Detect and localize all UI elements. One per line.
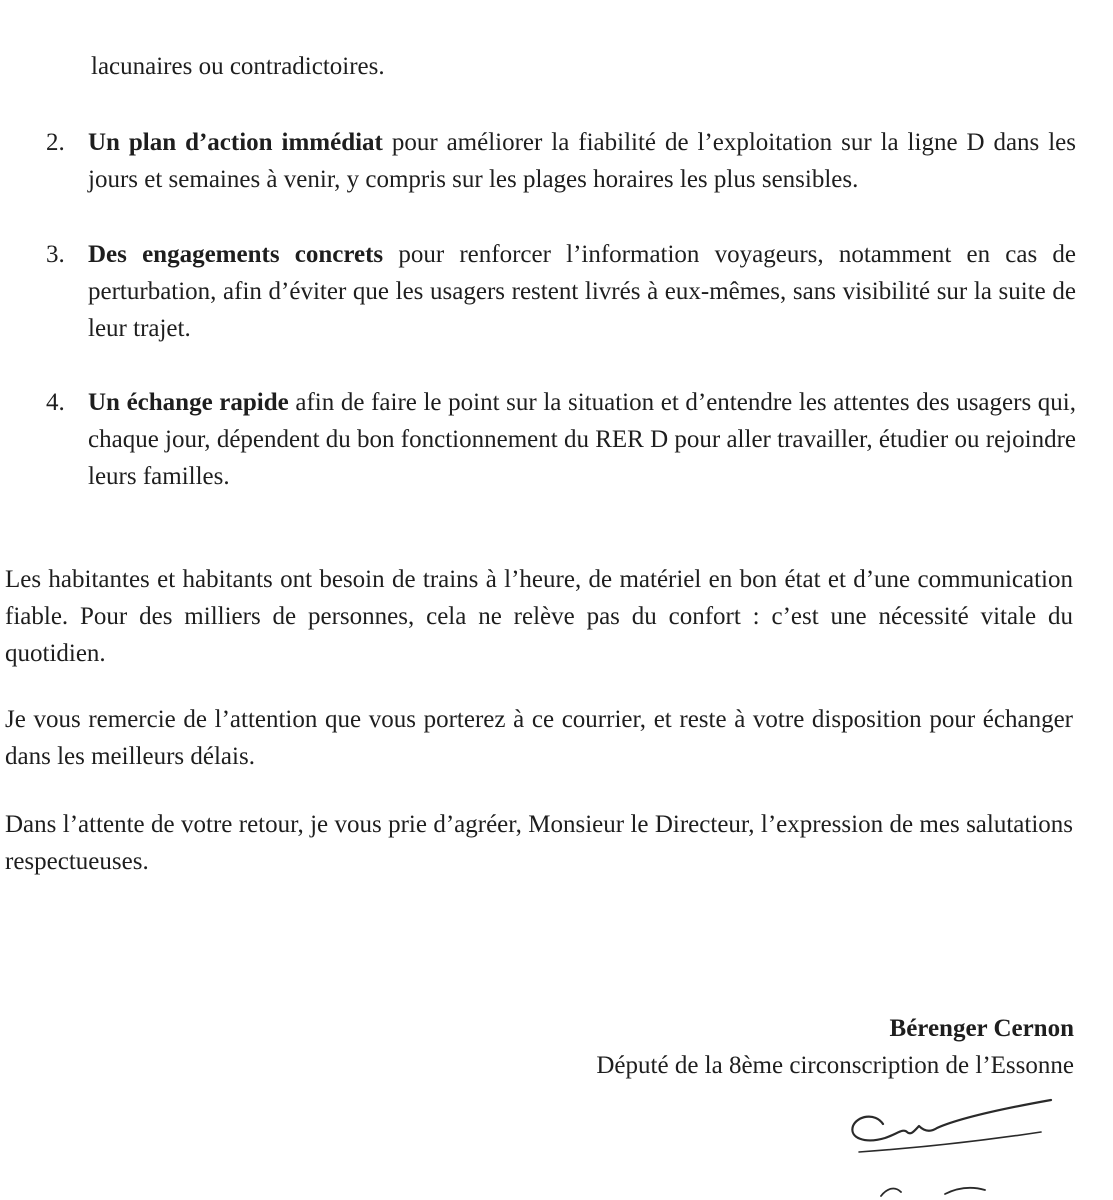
- continuation-line: lacunaires ou contradictoires.: [91, 53, 385, 80]
- list-item-number: 2.: [46, 129, 65, 156]
- paragraph: Je vous remercie de l’attention que vous porterez à ce courrier, et reste à votre disposition pour échanger dans les meilleurs délais.: [5, 706, 1073, 770]
- list-item-lead: Un échange rapide: [88, 389, 289, 416]
- handwritten-signature: [845, 1092, 1065, 1200]
- list-item-number: 3.: [46, 241, 65, 268]
- list-item: [46, 124, 1076, 198]
- list-item-text: pour améliorer la fiabilité de l’exploitation sur la ligne D dans les jours et semaines à venir, y compris sur les plages horaires les plus sensibles.: [88, 129, 1076, 193]
- signatory-role: Député de la 8ème circonscription de l’Essonne: [596, 1052, 1074, 1079]
- list-item: [46, 236, 1076, 347]
- list-item-body: [88, 384, 1076, 495]
- list-item-number: 4.: [46, 389, 65, 416]
- paragraph: Dans l’attente de votre retour, je vous prie d’agréer, Monsieur le Directeur, l’expression de mes salutations respectueuses.: [5, 811, 1073, 875]
- list-item-text: afin de faire le point sur la situation et d’entendre les attentes des usagers qui, chaque jour, dépendent du bon fonctionnement du RER D pour aller travailler, étudier ou rejoindre leurs familles.: [88, 389, 1076, 490]
- signatory-name: Bérenger Cernon: [889, 1015, 1074, 1042]
- list-item-body: [88, 236, 1076, 347]
- list-item-text: pour renforcer l’information voyageurs, notamment en cas de perturbation, afin d’éviter que les usagers restent livrés à eux-mêmes, sans visibilité sur la suite de leur trajet.: [88, 241, 1076, 342]
- list-item-lead: Des engagements concrets: [88, 241, 384, 268]
- list-item: [46, 384, 1076, 495]
- paragraph: Les habitantes et habitants ont besoin de trains à l’heure, de matériel en bon état et d’une communication fiable. Pour des milliers de personnes, cela ne relève pas du confort : c’est une nécessité vitale du quotidien.: [5, 566, 1073, 667]
- list-item-lead: Un plan d’action immédiat: [88, 129, 383, 156]
- list-item-body: [88, 124, 1076, 198]
- signature-block: [596, 1010, 1074, 1084]
